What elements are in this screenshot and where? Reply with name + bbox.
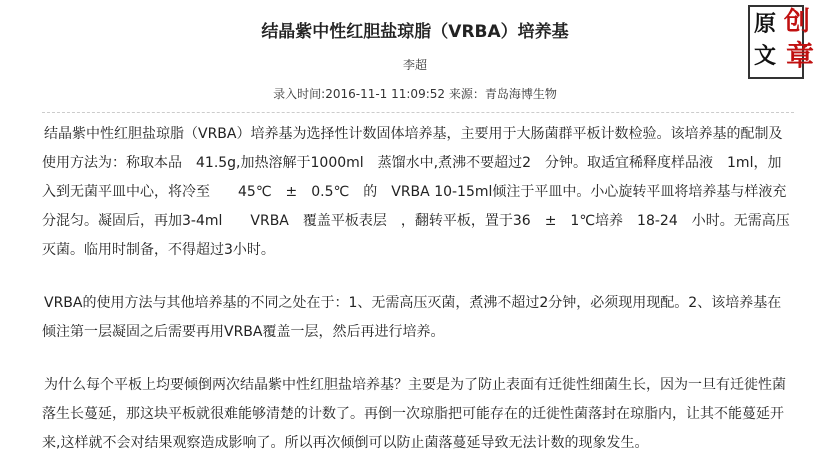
- article-paragraph-2: VRBA的使用方法与其他培养基的不同之处在于：1、无需高压灭菌，煮沸不超过2分钟，必须现用现配。2、该培养基在倾注第一层凝固之后需要再用VRBA覆盖一层，然后再进行培养。: [42, 295, 782, 340]
- original-stamp-logo: [748, 5, 824, 81]
- article-paragraph-1: 结晶紫中性红胆盐琼脂（VRBA）培养基为选择性计数固体培养基，主要用于大肠菌群平板计数检验。该培养基的配制及使用方法为：称取本品 41.5g,加热溶解于1000ml 蒸馏水中,煮沸不要超过2 分钟。取适宜稀释度样品液 1ml，加入到无菌平皿中心，将冷至 45℃ ± 0.5℃ 的 VRBA 10-15ml倾注于平皿中。小心旋转平皿将培养基与样液充分混匀。凝固后，再加3-4ml VRBA 覆盖平板表层 ，翻转平板，置于36 ± 1℃培养 18-24 小时。无需高压灭菌。临用时制备，不得超过3小时。: [42, 126, 790, 258]
- stamp-char-zhang: 章: [786, 39, 815, 72]
- divider: [42, 112, 794, 113]
- stamp-char-wen: 文: [754, 43, 777, 69]
- article-author: 李超: [402, 58, 427, 72]
- stamp-char-chuang: 创: [784, 7, 811, 37]
- stamp-char-yuan: 原: [754, 11, 777, 37]
- article-meta: 录入时间:2016-11-1 11:09:52 来源：青岛海博生物: [273, 87, 557, 101]
- article-title: 结晶紫中性红胆盐琼脂（VRBA）培养基: [261, 22, 569, 42]
- article-paragraph-3: 为什么每个平板上均要倾倒两次结晶紫中性红胆盐培养基？主要是为了防止表面有迁徙性细菌生长，因为一旦有迁徙性菌落生长蔓延，那这块平板就很难能够清楚的计数了。再倒一次琼脂把可能存在的迁徙性菌落封在琼脂内，让其不能蔓延开来,这样就不会对结果观察造成影响了。所以再次倾倒可以防止菌落蔓延导致无法计数的现象发生。: [42, 377, 786, 451]
